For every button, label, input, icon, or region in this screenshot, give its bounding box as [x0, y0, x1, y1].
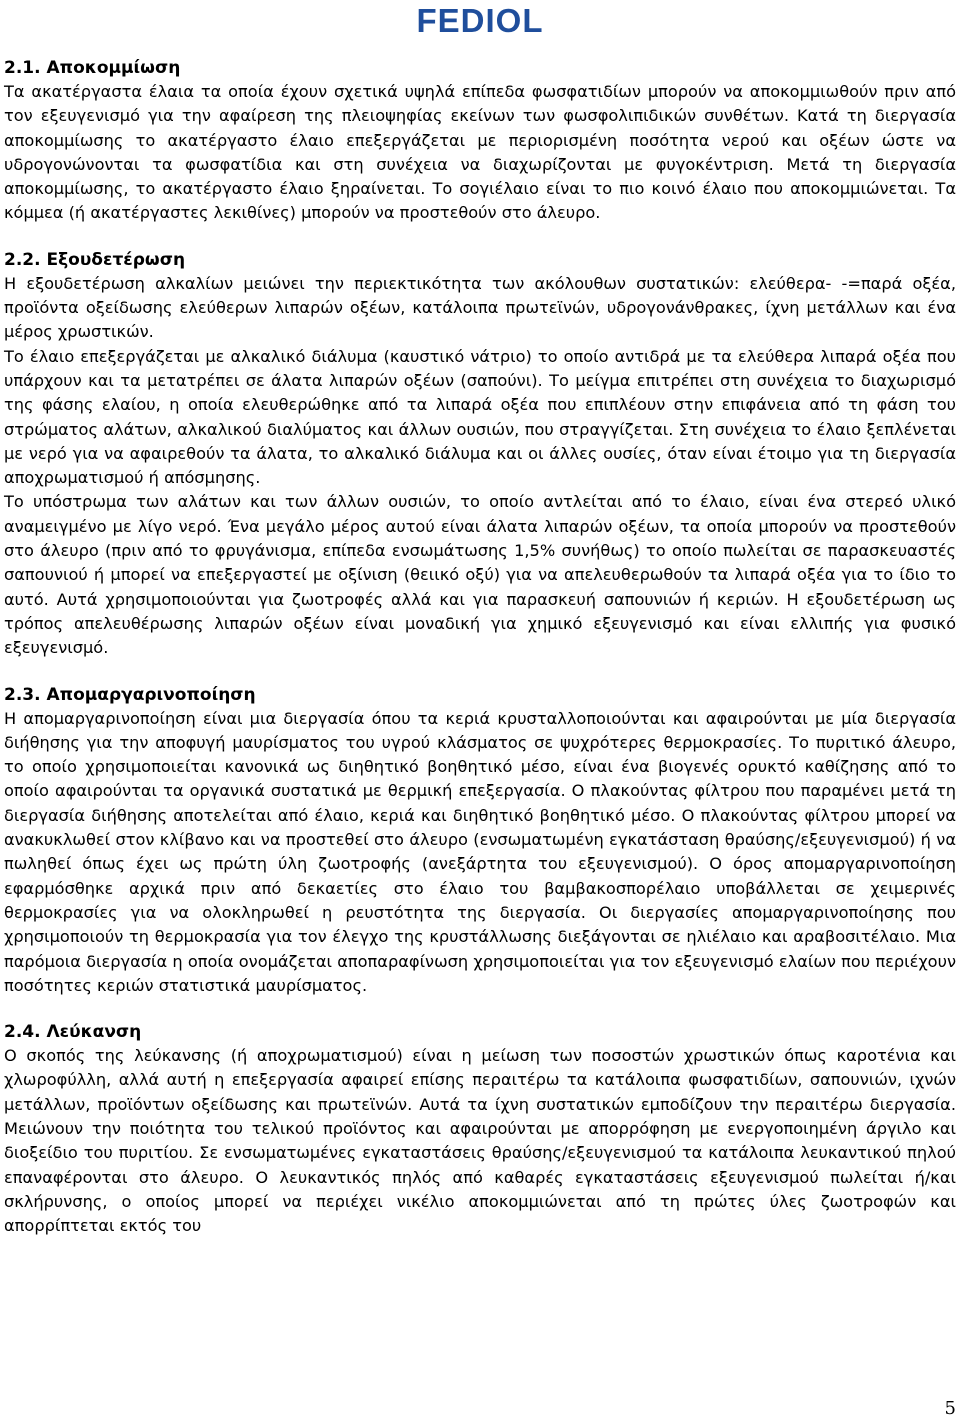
section-heading: 2.2. Εξουδετέρωση — [4, 249, 186, 270]
section-2-4 — [4, 1020, 956, 1238]
fediol-logo: FEDIOL — [416, 2, 544, 39]
paragraph: Η εξουδετέρωση αλκαλίων μειώνει την περιεκτικότητα των ακόλουθων συστατικών: ελεύθερα- -=παρά οξέα, προϊόντα οξείδωσης ελεύθερων λιπαρών οξέων, κατάλοιπα πρωτεϊνών, υδρογονάνθρακες, ίχνη μετάλλων και ένα μέρος χρωστικών. — [4, 273, 956, 342]
section-heading: 2.3. Απομαργαρινοποίηση — [4, 684, 256, 705]
paragraph: Το έλαιο επεξεργάζεται με αλκαλικό διάλυμα (καυστικό νάτριο) το οποίο αντιδρά με τα ελεύθερα λιπαρά οξέα που υπάρχουν και τα μετατρέπει σε άλατα λιπαρών οξέων (σαπούνι). Το μείγμα επιτρέπει στη συνέχεια το διαχωρισμό της φάσης ελαίου, η οποία ελευθερώθηκε από τα λιπαρά οξέα που επιπλέουν στην επιφάνεια από τη φάση του στρώματος αλάτων, αλκαλικού διαλύματος και άλλων ουσιών, που στραγγίζεται. Στη συνέχεια το έλαιο ξεπλένεται με νερό για να αφαιρεθούν τα άλατα, το αλκαλικό διάλυμα και οι άλλες ουσίες, όταν είναι έτοιμο για τη διεργασία αποχρωματισμού ή απόσμησης. — [4, 346, 956, 488]
page-number: 5 — [944, 1398, 956, 1419]
paragraph: Η απομαργαρινοποίηση είναι μια διεργασία όπου τα κεριά κρυσταλλοποιούνται και αφαιρούνται με μία διεργασία διήθησης για την αποφυγή μαυρίσματος του υγρού κλάσματος σε ψυχρότερες θερμοκρασίες. Το πυριτικό άλευρο, το οποίο χρησιμοποιείται κανονικά ως διηθητικό βοηθητικό μέσο, είναι ένα βιογενές ορυκτό καθίζησης από το οποίο αφαιρούνται τα οργανικά συστατικά με θερμική επεξεργασία. Ο πλακούντας φίλτρου που παραμένει μετά τη διεργασία διήθησης αποτελείται από έλαιο, κεριά και διηθητικό βοηθητικό μέσο. Ο πλακούντας φίλτρου μπορεί να ανακυκλωθεί στον κλίβανο και να προστεθεί στο άλευρο (ενσωματωμένη εγκατάσταση θραύσης/εξευγενισμού) ή να πωληθεί όπως έχει ως πρώτη ύλη ζωοτροφής (ανεξάρτητα του εξευγενισμού). Ο όρος απομαργαρινοποίηση εφαρμόσθηκε αρχικά πριν από δεκαετίες στο έλαιο του βαμβακοσπορέλαιο υποβάλλεται σε χειμερινές θερμοκρασίες για να ολοκληρωθεί η ρευστότητα της διεργασία. Οι διεργασίες απομαργαρινοποίησης που χρησιμοποιούν τη θερμοκρασία για τον έλεγχο της κρυστάλλωσης διεξάγονται σε ηλιέλαιο και αραβοσιτέλαιο. Μια παρόμοια διεργασία η οποία ονομάζεται αποπαραφίνωση χρησιμοποιείται για τον εξευγενισμό ελαίων που περιέχουν ποσότητες κεριών στατιστικά μαυρίσματος. — [4, 708, 956, 995]
section-heading: 2.4. Λεύκανση — [4, 1022, 142, 1043]
section-2-2 — [4, 248, 956, 661]
document-body — [4, 56, 956, 1238]
section-2-3 — [4, 683, 956, 999]
section-heading: 2.1. Αποκομμίωση — [4, 58, 181, 78]
paragraph: Τα ακατέργαστα έλαια τα οποία έχουν σχετικά υψηλά επίπεδα φωσφατιδίων μπορούν να αποκομμιωθούν πριν από τον εξευγενισμό για την αφαίρεση της πλειοψηφίας εκείνων των φωσφολιπιδικών συνθέτων. Κατά τη διεργασία αποκομμίωσης το ακατέργαστο έλαιο επεξεργάζεται με περιορισμένη ποσότητα νερού και οξέων ώστε να υδρογονώνονται τα φωσφατίδια και στη συνέχεια να διαχωρίζονται με φυγοκέντριση. Μετά τη διεργασία αποκομμίωσης, το ακατέργαστο έλαιο ξηραίνεται. Το σογιέλαιο είναι το πιο κοινό έλαιο που αποκομμιώνεται. Τα κόμμεα (ή ακατέργαστες λεκιθίνες) μπορούν να προστεθούν στο άλευρο. — [4, 82, 956, 223]
section-2-1 — [4, 56, 956, 226]
paragraph: Ο σκοπός της λεύκανσης (ή αποχρωματισμού) είναι η μείωση των ποσοστών χρωστικών όπως καροτένια και χλωροφύλλη, αλλά αυτή η επεξεργασία αφαιρεί επίσης περαιτέρω τα κατάλοιπα φωσφατιδίων, σαπουνιών, ιχνών μετάλλων, προϊόντων οξείδωσης και πρωτεϊνών. Αυτά τα ίχνη συστατικών εμποδίζουν την περαιτέρω διεργασία. Μειώνουν την ποιότητα του τελικού προϊόντος και αφαιρούνται με απορρόφηση με ενεργοποιημένη άργιλο και διοξείδιο του πυριτίου. Σε ενσωματωμένες εγκαταστάσεις θραύσης/εξευγενισμού τα κατάλοιπα λευκαντικού πηλού επαναφέρονται στο άλευρο. Ο λευκαντικός πηλός από καθαρές εγκαταστάσεις εξευγενισμού πωλείται ή/και σκλήρυνσης, ο οποίος μπορεί να περιέχει νικέλιο αποκομμιώνεται από τη πρώτες ύλες ζωοτροφών και απορρίπτεται εκτός του — [4, 1046, 956, 1236]
paragraph: Το υπόστρωμα των αλάτων και των άλλων ουσιών, το οποίο αντλείται από το έλαιο, είναι ένα στερεό υλικό αναμειγμένο με λίγο νερό. Ένα μεγάλο μέρος αυτού είναι άλατα λιπαρών οξέων, τα οποία μπορούν να προστεθούν στο άλευρο (πριν από το φρυγάνισμα, επίπεδα ενσωμάτωσης 1,5% συνήθως) το οποίο πωλείται σε παρασκευαστές σαπουνιού ή μπορεί να επεξεργαστεί με οξίνιση (θειικό οξύ) για να απελευθερωθούν τα λιπαρά οξέα για το ίδιο το αυτό. Αυτά χρησιμοποιούνται για ζωοτροφές αλλά και για παρασκευή σαπουνιών ή κεριών. Η εξουδετέρωση ως τρόπος απελευθέρωσης λιπαρών οξέων είναι μοναδική για χημικό εξευγενισμό και είναι ελλιπής για φυσικό εξευγενισμό. — [4, 492, 956, 658]
